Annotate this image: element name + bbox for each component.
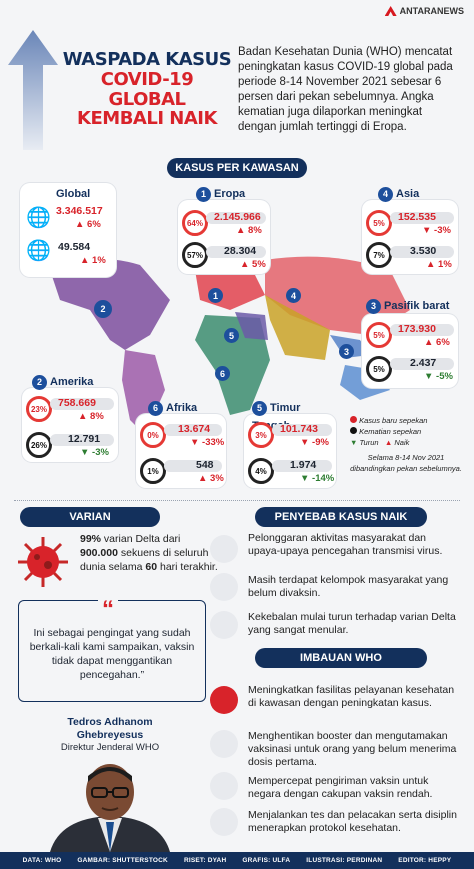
region-card-timur-tengah: 5 Timur 3% 101.743 ▼ -9% 4% 1.974 ▼ -14% bbox=[244, 414, 336, 488]
quote-role: Direktur Jenderal WHO bbox=[60, 742, 160, 753]
imbauan-item: Meningkatkan fasilitas pelayanan kesehatan di kawasan dengan peningkatan kasus. bbox=[248, 684, 455, 709]
map-marker-5: 5 bbox=[224, 328, 239, 343]
airplane-icon bbox=[210, 772, 238, 800]
penyebab-item: Kekebalan mulai turun terhadap varian Delta yang sangat menular. bbox=[248, 611, 456, 636]
region-card-afrika: 6 Afrika 0% 13.674 ▼ -33% 1% 548 ▲ 3% bbox=[136, 414, 226, 488]
imbauan-item: Menghentikan booster dan mengutamakan vaksinasi untuk orang yang belum menerima dosis pertama. bbox=[248, 730, 457, 768]
map-marker-3: 3 bbox=[339, 344, 354, 359]
legend: Kasus baru sepekan Kematian sepekan ▼ Turun ▲ Naik Selama 8-14 Nov 2021 dibandingkan pekan sebelumnya. bbox=[350, 416, 462, 473]
hospital-icon bbox=[210, 686, 238, 714]
penyebab-item: Pelonggaran aktivitas masyarakat dan upaya-upaya pencegahan transmisi virus. bbox=[248, 532, 443, 557]
quote-author: Tedros Adhanom Ghebreyesus bbox=[67, 716, 153, 741]
mask-icon bbox=[210, 808, 238, 836]
imbauan-item: Menjalankan tes dan pelacakan serta disiplin menerapkan protokol kesehatan. bbox=[248, 809, 457, 834]
region-card-eropa: 1 Eropa 64% 2.145.966 ▲ 8% 57% 28.304 ▲ 5% bbox=[178, 200, 270, 274]
varian-text: 99% varian Delta dari 900.000 sekuens di seluruh dunia selama 60 hari terakhir. bbox=[80, 533, 218, 573]
map-marker-1: 1 bbox=[208, 288, 223, 303]
page-title: WASPADA KASUS COVID-19 GLOBAL KEMBALI NAIK bbox=[62, 49, 232, 130]
region-card-amerika: 2 Amerika 23% 758.669 ▲ 8% 26% 12.791 ▼ -3% bbox=[22, 388, 118, 462]
map-marker-2: 2 bbox=[94, 300, 112, 318]
portrait-illustration bbox=[40, 758, 180, 852]
section-penyebab-title: PENYEBAB KASUS NAIK bbox=[255, 507, 427, 527]
crowd-icon bbox=[210, 535, 238, 563]
globe-icon: 🌐 bbox=[26, 207, 51, 229]
section-varian-title: VARIAN bbox=[20, 507, 160, 527]
divider bbox=[14, 500, 460, 501]
map-marker-4: 4 bbox=[286, 288, 301, 303]
intro-text: Badan Kesehatan Dunia (WHO) mencatat peningkatan kasus COVID-19 global pada periode 8-14 November 2021 sebesar 6 persen dari pekan sebelumnya. Angka kematian juga dilaporkan meningkat dengan jumlah tertinggi di Eropa. bbox=[238, 46, 453, 133]
people-icon bbox=[210, 573, 238, 601]
region-card-pasifik-barat: 3 Pasifik barat 5% 173.930 ▲ 6% 5% 2.437 ▼ -5% bbox=[362, 314, 458, 388]
up-arrow-graphic bbox=[8, 30, 58, 150]
section-imbauan-title: IMBAUAN WHO bbox=[255, 648, 427, 668]
virus-icon bbox=[16, 535, 70, 589]
section-region-title: KASUS PER KAWASAN bbox=[167, 158, 307, 178]
quote-text: Ini sebagai pengingat yang sudah berkali-kali kami sampaikan, vaksin tidak dapat menggantikan pencegahan.” bbox=[29, 627, 195, 681]
quote-mark: “ bbox=[98, 600, 118, 620]
credits-footer: DATA: WHO GAMBAR: SHUTTERSTOCK RISET: DYAH GRAFIS: ULFA ILUSTRASI: PERDINAN EDITOR: HEPPY bbox=[0, 852, 474, 869]
map-marker-6: 6 bbox=[215, 366, 230, 381]
region-card-asia: 4 Asia 5% 152.535 ▼ -3% 7% 3.530 ▲ 1% bbox=[362, 200, 458, 274]
syringe-icon bbox=[210, 730, 238, 758]
globe-icon-deaths: 🌐 bbox=[26, 240, 51, 262]
virus-shield-icon bbox=[210, 611, 238, 639]
global-card: Global 🌐 3.346.517 ▲ 6% 🌐 49.584 ▲ 1% bbox=[20, 183, 116, 277]
penyebab-item: Masih terdapat kelompok masyarakat yang belum divaksin. bbox=[248, 574, 449, 599]
imbauan-item: Mempercepat pengiriman vaksin untuk negara dengan cakupan vaksin rendah. bbox=[248, 775, 433, 800]
antara-logo: ANTARANEWS bbox=[385, 6, 464, 16]
